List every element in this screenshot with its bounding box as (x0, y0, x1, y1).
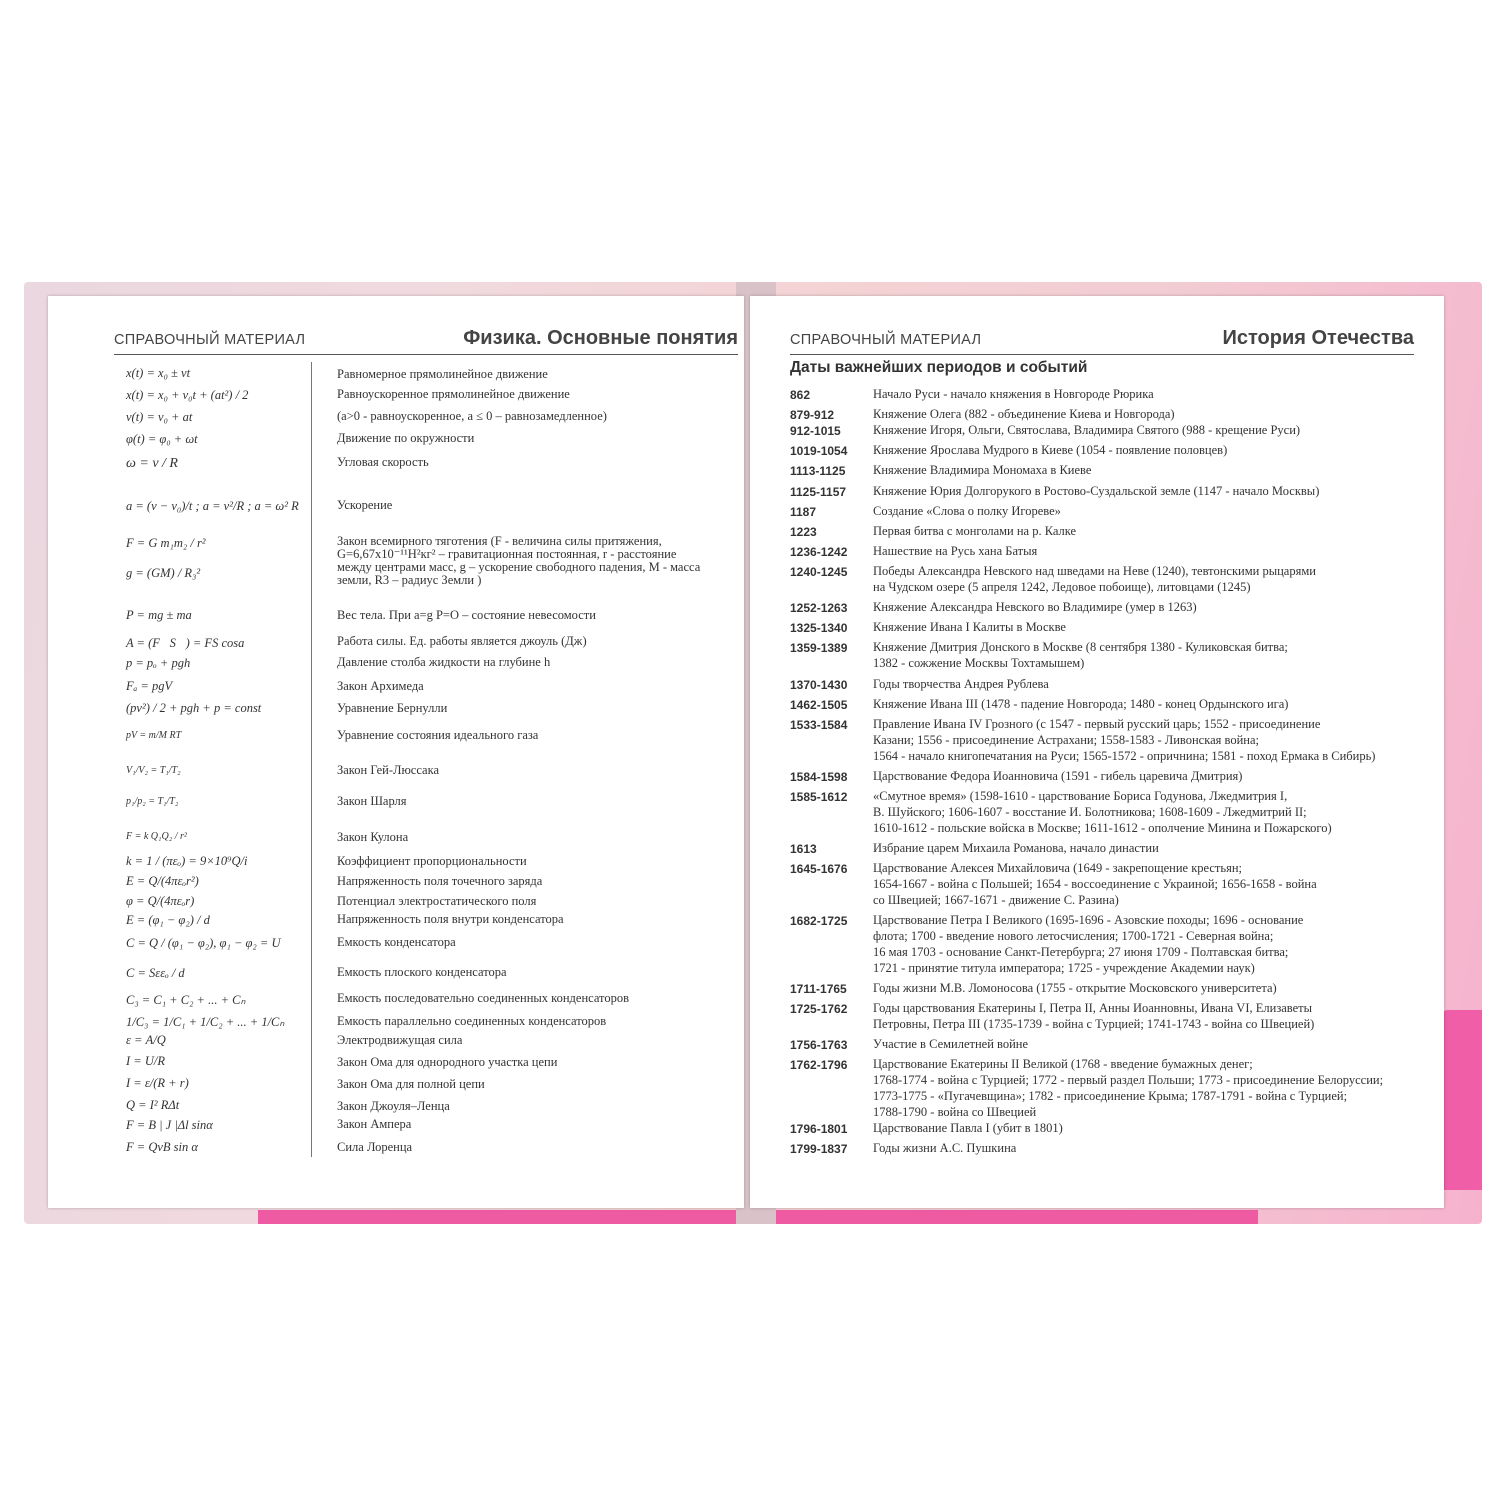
formula-description: Закон Шарля (337, 794, 407, 808)
event-text: Годы жизни М.В. Ломоносова (1755 - открытие Московского университета) (873, 981, 1277, 995)
event-text: Княжение Владимира Мономаха в Киеве (873, 463, 1092, 477)
right-page-header (790, 326, 1414, 355)
formula-description: Равноускоренное прямолинейное движение (337, 387, 570, 401)
formula: φ(t) = φ₀ + ωt (126, 432, 198, 446)
event-text: Царствование Федора Иоанновича (1591 - гибель царевича Дмитрия) (873, 769, 1243, 783)
event-text: Участие в Семилетней войне (873, 1037, 1029, 1051)
formula: E = (φ₁ − φ₂) / d (126, 913, 210, 927)
section-label: СПРАВОЧНЫЙ МАТЕРИАЛ (114, 332, 306, 348)
formula-description: Закон Кулона (337, 830, 409, 844)
event-text: Княжение Игоря, Ольги, Святослава, Владимира Святого (988 - крещение Руси) (873, 423, 1301, 437)
event-text: Княжение Ивана I Калиты в Москве (873, 620, 1066, 634)
formula-description: Сила Лоренца (337, 1140, 413, 1154)
formula: V₁/V₂ = T₁/T₂ (126, 765, 181, 776)
event-text: Царствование Екатерины II Великой (1768 - введение бумажных денег; 1768-1774 - война с Турцией; 1772 - первый раздел Польши; 1773 - присоединение Белоруссии; 1773-1775 - «Пугачевщина»; 1782 - присоединение Крыма; 1787-1791 - война с Турцией; 1788-1790 - война со Швецией (873, 1057, 1384, 1119)
event-text: Княжение Дмитрия Донского в Москве (8 сентября 1380 - Куликовская битва; 1382 - сожжение Москвы Тохтамышем) (873, 640, 1288, 670)
page-title: История Отечества (1222, 327, 1414, 349)
formula-description: Закон Гей-Люссака (337, 763, 440, 777)
section-label: СПРАВОЧНЫЙ МАТЕРИАЛ (790, 332, 982, 348)
formula: F = G m₁m₂ / r² (126, 536, 206, 550)
formula-description: Емкость конденсатора (337, 935, 456, 949)
formula-description: Закон Архимеда (337, 679, 424, 693)
formula: E = Q/(4πεₒr²) (126, 874, 199, 888)
event-date: 1613 (790, 842, 817, 856)
formula-description: Уравнение Бернулли (337, 701, 448, 715)
event-text: Нашествие на Русь хана Батыя (873, 544, 1038, 558)
event-date: 1370-1430 (790, 678, 848, 692)
formula-description: Закон всемирного тяготения (F - величина силы притяжения, G=6,67x10⁻¹¹Н²кг² – гравитационная постоянная, r - расстояние между центрами масс, g – ускорение свободного падения, M - масса земли, R3 – радиус Земли ) (337, 534, 701, 587)
event-text: Княжение Александра Невского во Владимире (умер в 1263) (873, 600, 1197, 614)
event-text: Годы царствования Екатерины I, Петра II, Анны Иоанновны, Ивана VI, Елизаветы Петровны, Петра III (1735-1739 - война с Турцией; 1741-1743 - война со Швецией) (873, 1001, 1315, 1031)
formula-description: Движение по окружности (337, 431, 475, 445)
event-text: Годы творчества Андрея Рублева (873, 677, 1049, 691)
formula: k = 1 / (πεₒ) = 9×10⁹Q/i (126, 854, 248, 868)
event-text: Царствование Петра I Великого (1695-1696 - Азовские походы; 1696 - основание флота; 1700 - введение нового летосчисления; 1700-1721 - Северная война; 16 мая 1703 - основание Санкт-Петербурга; 27 июня 1709 - Полтавская битва; 1721 - принятие титула императора; 1725 - учреждение Академии наук) (873, 913, 1304, 975)
event-text: Годы жизни А.С. Пушкина (873, 1141, 1017, 1155)
formula: p = pₒ + pgh (126, 656, 191, 670)
formula: C₃ = C₁ + C₂ + ... + Cₙ (126, 993, 246, 1007)
formula: φ = Q/(4πεₒr) (126, 894, 195, 908)
formula: C = Q / (φ₁ − φ₂), φ₁ − φ₂ = U (126, 936, 281, 950)
event-text: Победы Александра Невского над шведами на Неве (1240), тевтонскими рыцарями на Чудском озере (5 апреля 1242, Ледовое побоище), литовцами (1245) (873, 564, 1316, 594)
event-date: 1113-1125 (790, 464, 846, 478)
event-date: 1796-1801 (790, 1122, 848, 1136)
formula: A = (F⃗S⃗) = FS cosa (126, 636, 245, 650)
event-date: 1725-1762 (790, 1002, 848, 1016)
event-text: Княжение Олега (882 - объединение Киева и Новгорода) (873, 407, 1175, 421)
event-date: 1682-1725 (790, 914, 848, 928)
event-date: 1252-1263 (790, 601, 848, 615)
formula-description: Закон Ампера (337, 1117, 412, 1131)
formula-description: Закон Ома для однородного участка цепи (337, 1055, 558, 1069)
formula: P = mg ± ma (126, 608, 192, 622)
event-date: 1359-1389 (790, 641, 848, 655)
event-text: Княжение Юрия Долгорукого в Ростово-Суздальской земле (1147 - начало Москвы) (873, 484, 1320, 498)
event-date: 1223 (790, 525, 817, 539)
event-text: Избрание царем Михаила Романова, начало династии (873, 841, 1159, 855)
formula-description: Емкость параллельно соединенных конденсаторов (337, 1014, 607, 1028)
formula-description: Напряженность поля внутри конденсатора (337, 912, 564, 926)
formula-description: Ускорение (337, 498, 393, 512)
formula: x(t) = x₀ + v₀t + (at²) / 2 (126, 388, 249, 402)
formula: Q = I² RΔt (126, 1098, 180, 1112)
formula: C = Sεεₒ / d (126, 966, 185, 980)
event-text: Княжение Ярослава Мудрого в Киеве (1054 - появление половцев) (873, 443, 1228, 457)
formula: 1/C₃ = 1/C₁ + 1/C₂ + ... + 1/Cₙ (126, 1015, 285, 1029)
formula: I = U/R (126, 1054, 165, 1068)
event-text: Начало Руси - начало княжения в Новгороде Рюрика (873, 387, 1154, 401)
formula: Fₐ = pgV (126, 679, 173, 693)
formula: p₁/p₂ = T₁/T₂ (126, 796, 179, 807)
event-text: Царствование Павла I (убит в 1801) (873, 1121, 1063, 1135)
event-text: Создание «Слова о полку Игореве» (873, 504, 1061, 518)
cover-pattern-corner (1440, 1010, 1482, 1190)
formula: I = ε/(R + r) (126, 1076, 189, 1090)
event-date: 1236-1242 (790, 545, 848, 559)
event-date: 912-1015 (790, 424, 841, 438)
left-page-header (114, 326, 738, 355)
page-title: Физика. Основные понятия (463, 327, 738, 349)
event-date: 879-912 (790, 408, 835, 422)
event-text: Правление Ивана IV Грозного (с 1547 - первый русский царь; 1552 - присоединение Казани; 1556 - присоединение Астрахани; 1558-1583 - Ливонская война; 1564 - начало книгопечатания на Руси; 1565-1572 - опричнина; 1581 - поход Ермака в Сибирь) (873, 717, 1376, 763)
event-date: 1019-1054 (790, 444, 848, 458)
event-date: 1240-1245 (790, 565, 848, 579)
formula-description: Закон Ома для полной цепи (337, 1077, 485, 1091)
formula-description: (a>0 - равноускоренное, a ≤ 0 – равнозамедленное) (337, 409, 607, 423)
formula-description: Работа силы. Ед. работы является джоуль (Дж) (337, 634, 587, 648)
formula: g = (GM) / R₃² (126, 566, 201, 580)
event-date: 1711-1765 (790, 982, 847, 996)
formula-description: Потенциал электростатического поля (337, 894, 537, 908)
event-date: 1325-1340 (790, 621, 848, 635)
formula-description: Равномерное прямолинейное движение (337, 367, 548, 381)
formula: ω = v / R (126, 456, 178, 471)
event-date: 1756-1763 (790, 1038, 848, 1052)
event-text: Царствование Алексея Михайловича (1649 - закрепощение крестьян; 1654-1667 - война с Польшей; 1654 - воссоединение с Украиной; 1656-1658 - война со Швецией; 1667-1671 - движение С. Разина) (873, 861, 1317, 907)
formula: v(t) = v₀ + at (126, 410, 193, 424)
formula-description: Закон Джоуля–Ленца (337, 1099, 450, 1113)
formula-description: Давление столба жидкости на глубине h (337, 655, 551, 669)
event-date: 1187 (790, 505, 817, 519)
formula: a = (v − v₀)/t ; a = v²/R ; a = ω² R (126, 499, 299, 513)
subheading: Даты важнейших периодов и событий (790, 359, 1088, 376)
event-date: 1585-1612 (790, 790, 848, 804)
formula-description: Электродвижущая сила (337, 1033, 463, 1047)
formula: x(t) = x₀ ± vt (126, 366, 191, 380)
formula-description: Коэффициент пропорциональности (337, 854, 527, 868)
formula-description: Угловая скорость (337, 455, 429, 469)
event-date: 1762-1796 (790, 1058, 848, 1072)
formula: ε = A/Q (126, 1033, 166, 1047)
event-date: 1584-1598 (790, 770, 848, 784)
event-date: 1125-1157 (790, 485, 847, 499)
formula: pV = m/M RT (126, 730, 182, 741)
event-date: 862 (790, 388, 811, 402)
formula: F = k Q₁Q₂ / r² (126, 831, 187, 842)
formula-description: Уравнение состояния идеального газа (337, 728, 539, 742)
event-text: Первая битва с монголами на р. Калке (873, 524, 1077, 538)
formula: F = QvB sin α (126, 1140, 198, 1154)
event-date: 1462-1505 (790, 698, 848, 712)
formula-description: Напряженность поля точечного заряда (337, 874, 543, 888)
event-date: 1533-1584 (790, 718, 848, 732)
formula-description: Емкость плоского конденсатора (337, 965, 507, 979)
event-text: Княжение Ивана III (1478 - падение Новгорода; 1480 - конец Ордынского ига) (873, 697, 1289, 711)
formula-description: Вес тела. При a=g P=O – состояние невесомости (337, 608, 596, 622)
event-date: 1799-1837 (790, 1142, 848, 1156)
event-date: 1645-1676 (790, 862, 848, 876)
event-text: «Смутное время» (1598-1610 - царствование Бориса Годунова, Лжедмитрия I, В. Шуйского; 1606-1607 - восстание И. Болотникова; 1608-1609 - Лжедмитрий II; 1610-1612 - польские войска в Москве; 1611-1612 - ополчение Минина и Пожарского) (873, 789, 1332, 835)
formula: F = B | J |Δl sinα (126, 1118, 213, 1132)
column-divider (311, 362, 312, 1157)
formula-description: Емкость последовательно соединенных конденсаторов (337, 991, 630, 1005)
formula: (pv²) / 2 + pgh + p = const (126, 701, 262, 715)
